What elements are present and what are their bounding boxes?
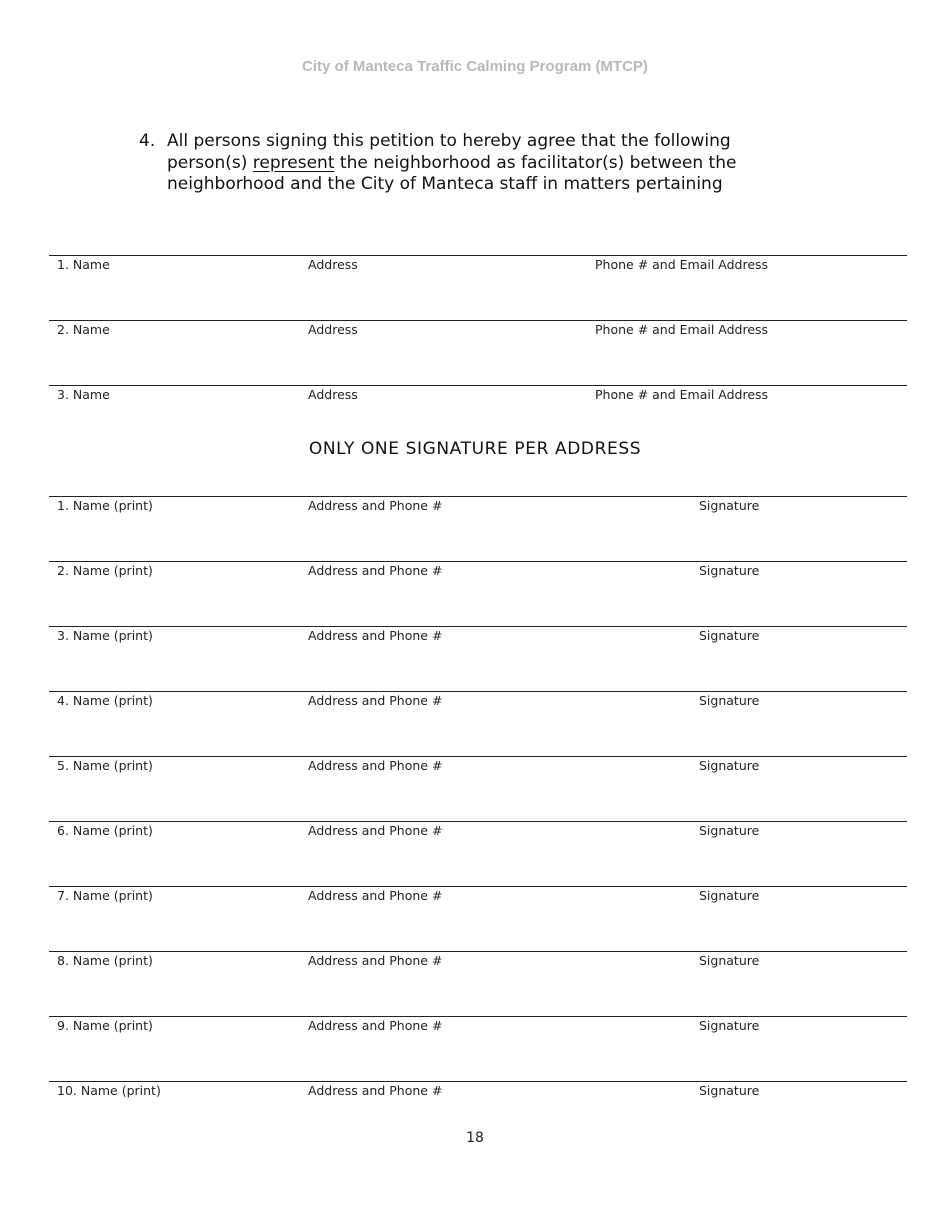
facilitator-row[interactable] (49, 255, 907, 296)
facilitator-row[interactable] (49, 385, 907, 426)
signature-row[interactable] (49, 821, 907, 862)
signature-label: Signature (699, 498, 760, 513)
facilitator-row[interactable] (49, 320, 907, 361)
signature-row[interactable] (49, 496, 907, 537)
signer-address-label: Address and Phone # (308, 823, 443, 838)
clause-line-1: All persons signing this petition to hereby agree that the following (167, 131, 731, 151)
clause-line-3: neighborhood and the City of Manteca staff in matters pertaining (167, 174, 723, 194)
facilitator-address-label: Address (308, 387, 358, 402)
signer-address-label: Address and Phone # (308, 758, 443, 773)
signatures-section-title: ONLY ONE SIGNATURE PER ADDRESS (308, 439, 642, 459)
signature-row[interactable] (49, 626, 907, 667)
signer-name-label: 5. Name (print) (57, 758, 153, 773)
signature-label: Signature (699, 563, 760, 578)
facilitator-contact-label: Phone # and Email Address (595, 322, 769, 337)
document-header: City of Manteca Traffic Calming Program (MTCP) (302, 58, 648, 75)
signer-address-label: Address and Phone # (308, 953, 443, 968)
facilitator-name-label: 3. Name (57, 387, 110, 402)
signer-address-label: Address and Phone # (308, 693, 443, 708)
signer-name-label: 9. Name (print) (57, 1018, 153, 1033)
page-number: 18 (466, 1130, 484, 1146)
signer-address-label: Address and Phone # (308, 1083, 443, 1098)
clause-underlined-word: represent (252, 152, 335, 173)
signature-row[interactable] (49, 886, 907, 927)
facilitator-address-label: Address (308, 257, 358, 272)
signature-row[interactable] (49, 691, 907, 732)
signature-label: Signature (699, 758, 760, 773)
signer-address-label: Address and Phone # (308, 888, 443, 903)
clause-line-2 (167, 153, 799, 175)
facilitator-name-label: 2. Name (57, 322, 110, 337)
signer-name-label: 3. Name (print) (57, 628, 153, 643)
clause-text (167, 131, 799, 196)
signer-name-label: 4. Name (print) (57, 693, 153, 708)
clause-line-2-end: the neighborhood as facilitator(s) between the (334, 152, 737, 173)
signer-name-label: 7. Name (print) (57, 888, 153, 903)
signature-row[interactable] (49, 1081, 907, 1122)
signer-address-label: Address and Phone # (308, 563, 443, 578)
signer-address-label: Address and Phone # (308, 498, 443, 513)
signature-row[interactable] (49, 756, 907, 797)
signature-label: Signature (699, 823, 760, 838)
signer-name-label: 6. Name (print) (57, 823, 153, 838)
signer-address-label: Address and Phone # (308, 628, 443, 643)
signer-name-label: 1. Name (print) (57, 498, 153, 513)
signature-row[interactable] (49, 1016, 907, 1057)
petition-clause-4 (139, 131, 799, 196)
facilitator-name-label: 1. Name (57, 257, 110, 272)
signature-label: Signature (699, 1018, 760, 1033)
signature-row[interactable] (49, 951, 907, 992)
signature-label: Signature (699, 953, 760, 968)
signer-name-label: 2. Name (print) (57, 563, 153, 578)
signer-name-label: 8. Name (print) (57, 953, 153, 968)
signature-label: Signature (699, 888, 760, 903)
signature-label: Signature (699, 1083, 760, 1098)
clause-number: 4. (139, 131, 156, 151)
facilitator-contact-label: Phone # and Email Address (595, 387, 769, 402)
signer-name-label: 10. Name (print) (57, 1083, 161, 1098)
facilitator-contact-label: Phone # and Email Address (595, 257, 769, 272)
signer-address-label: Address and Phone # (308, 1018, 443, 1033)
facilitator-address-label: Address (308, 322, 358, 337)
signature-row[interactable] (49, 561, 907, 602)
signature-label: Signature (699, 693, 760, 708)
signature-label: Signature (699, 628, 760, 643)
clause-line-2-start: person(s) (167, 152, 253, 173)
